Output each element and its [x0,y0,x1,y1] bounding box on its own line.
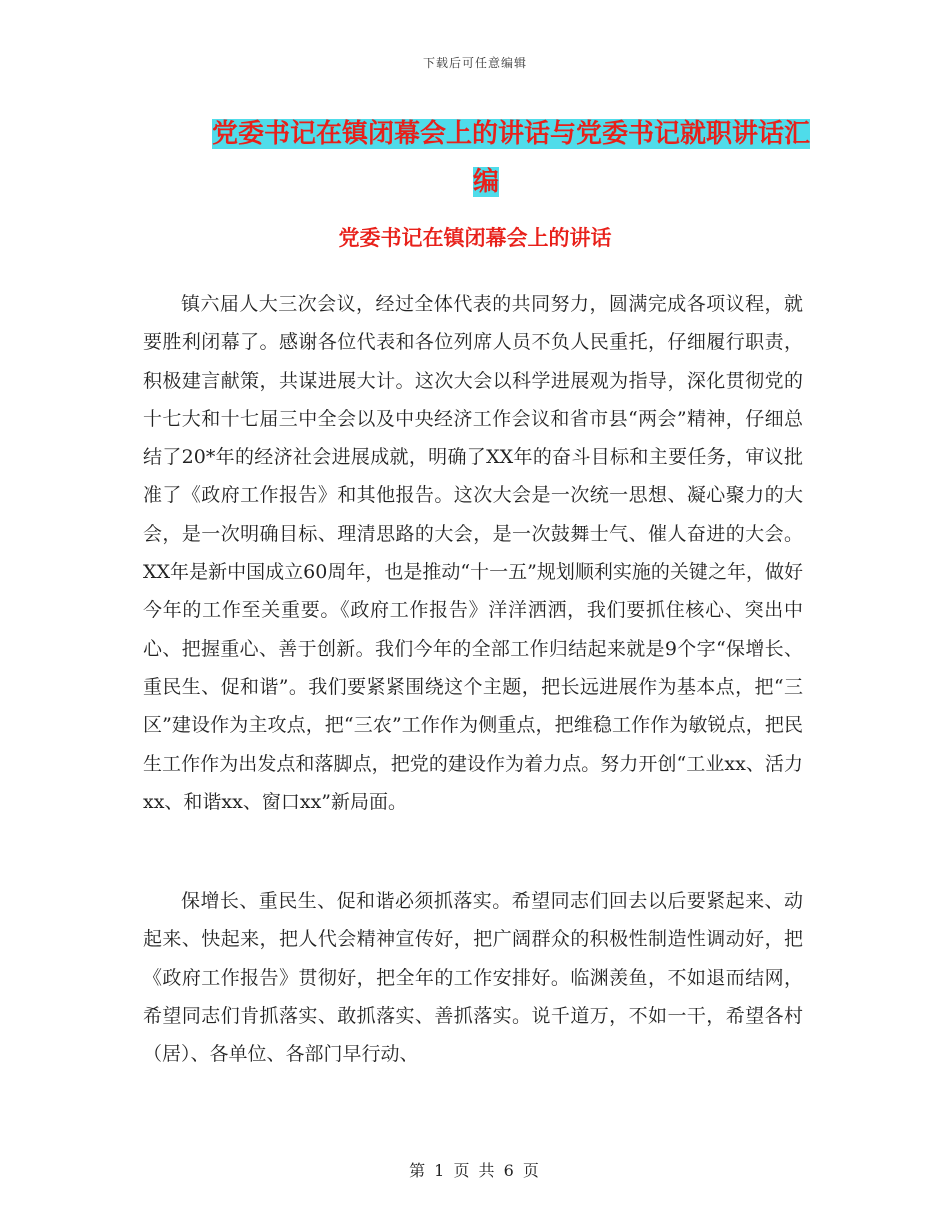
body-paragraph: 保增长、重民生、促和谐必须抓落实。希望同志们回去以后要紧起来、动起来、快起来，把人代会精神宣传好，把广阔群众的积极性制造性调动好，把《政府工作报告》贯彻好，把全年的工作安排好。临渊羡鱼，不如退而结网，希望同志们肯抓落实、敢抓落实、善抓落实。说千道万，不如一干，希望各村（居）、各单位、各部门早行动、 [143,890,803,1066]
document-title [145,110,815,206]
section-title: 党委书记在镇闭幕会上的讲话 [338,225,612,250]
document-title-line1: 党委书记在镇闭幕会上的讲话与党委书记就职讲话汇 [211,119,810,149]
header-note: 下载后可任意编辑 [422,56,527,70]
document-title-line2: 编 [472,167,499,197]
body-paragraph: 镇六届人大三次会议，经过全体代表的共同努力，圆满完成各项议程，就要胜利闭幕了。感谢各位代表和各位列席人员不负人民重托，仔细履行职责，积极建言献策，共谋进展大计。这次大会以科学进展观为指导，深化贯彻党的十七大和十七届三中全会以及中央经济工作会议和省市县“两会”精神，仔细总结了20*年的经济社会进展成就，明确了XX年的奋斗目标和主要任务，审议批准了《政府工作报告》和其他报告。这次大会是一次统一思想、凝心聚力的大会，是一次明确目标、理清思路的大会，是一次鼓舞士气、催人奋进的大会。XX年是新中国成立60周年，也是推动“十一五”规划顺利实施的关键之年，做好今年的工作至关重要。《政府工作报告》洋洋洒洒，我们要抓住核心、突出中心、把握重心、善于创新。我们今年的全部工作归结起来就是9个字“保增长、重民生、促和谐”。我们要紧紧围绕这个主题，把长远进展作为基本点，把“三区”建设作为主攻点，把“三农”工作作为侧重点，把维稳工作作为敏锐点，把民生工作作为出发点和落脚点，把党的建设作为着力点。努力开创“工业xx、活力xx、和谐xx、窗口xx”新局面。 [143,293,803,813]
page-number: 第 1 页 共 6 页 [409,1161,541,1180]
